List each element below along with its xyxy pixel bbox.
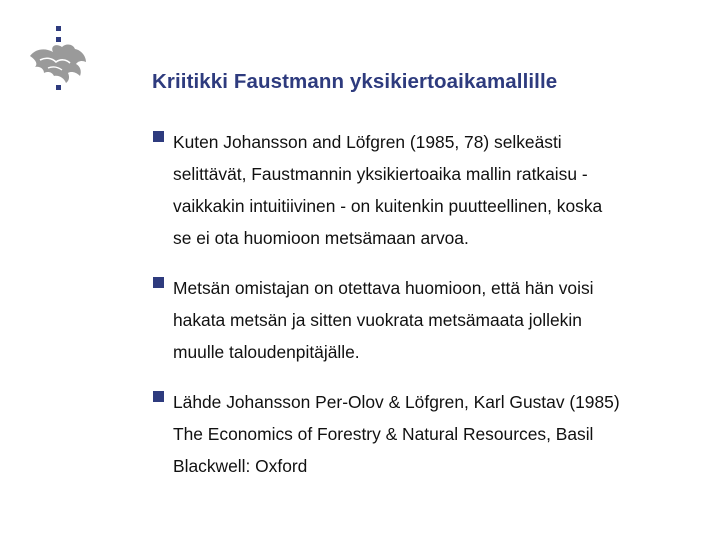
bullet-item-forest-owner bbox=[152, 272, 700, 368]
bullet-text-line: selittävät, Faustmannin yksikiertoaika mallin ratkaisu - bbox=[173, 164, 588, 184]
bullet-text-line: Blackwell: Oxford bbox=[173, 456, 308, 476]
bullet-text-line: muulle taloudenpitäjälle. bbox=[173, 342, 360, 362]
square-bullet-icon bbox=[153, 277, 164, 288]
bullet-text-line: Lähde Johansson Per-Olov & Löfgren, Karl Gustav (1985) bbox=[173, 392, 620, 412]
bullet-text-line: hakata metsän ja sitten vuokrata metsämaata jollekin bbox=[173, 310, 582, 330]
bullet-list bbox=[152, 132, 700, 506]
slide-title: Kriitikki Faustmann yksikiertoaikamallille bbox=[152, 70, 558, 93]
bullet-text-line: vaikkakin intuitiivinen - on kuitenkin puutteellinen, koska bbox=[173, 196, 603, 216]
square-bullet-icon bbox=[153, 131, 164, 142]
bullet-text-line: Kuten Johansson and Löfgren (1985, 78) selkeästi bbox=[173, 132, 562, 152]
bullet-item-critique bbox=[152, 126, 700, 254]
bullet-text-line: The Economics of Forestry & Natural Resources, Basil bbox=[173, 424, 594, 444]
bullet-text-line: se ei ota huomioon metsämaan arvoa. bbox=[173, 228, 469, 248]
square-bullet-icon bbox=[153, 391, 164, 402]
bullet-text-line: Metsän omistajan on otettava huomioon, että hän voisi bbox=[173, 278, 594, 298]
university-logo-icon bbox=[26, 26, 90, 96]
bullet-item-source bbox=[152, 386, 700, 482]
